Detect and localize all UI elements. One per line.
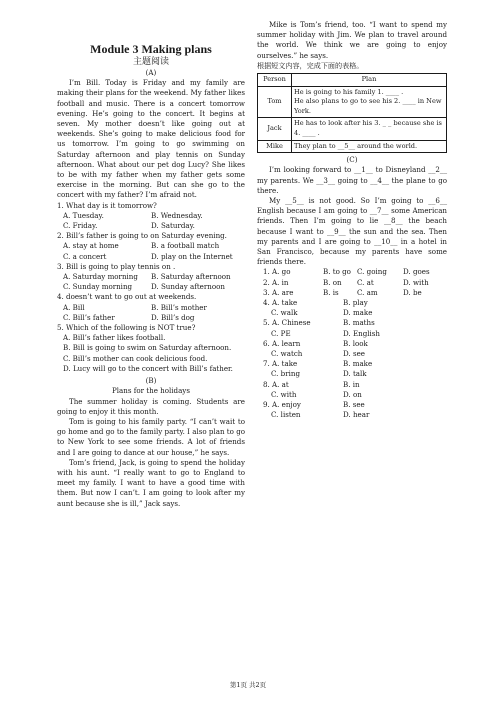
table-header-plan: Plan xyxy=(292,74,447,87)
option[interactable]: 9. A. enjoy xyxy=(263,400,301,410)
table-row xyxy=(258,140,447,153)
option[interactable]: C. going xyxy=(357,267,387,277)
option[interactable]: C. bring xyxy=(271,369,300,379)
option-row xyxy=(257,278,447,288)
option[interactable]: 1. A. go xyxy=(263,267,291,277)
option[interactable]: B. make xyxy=(343,359,373,369)
option[interactable]: B. to go xyxy=(323,267,351,277)
option[interactable]: A. Bill xyxy=(63,302,85,312)
option[interactable]: C. Friday. xyxy=(63,221,98,231)
option[interactable]: B. Wednesday. xyxy=(151,210,203,220)
option[interactable]: A. Saturday morning xyxy=(63,272,138,282)
option[interactable]: D. Sunday afternoon xyxy=(151,282,225,292)
person-cell: Jack xyxy=(258,118,292,140)
option-row xyxy=(257,329,447,339)
option[interactable]: D. talk xyxy=(343,369,367,379)
table-header-row xyxy=(258,74,447,87)
passage-c-paragraph: My __5__ is not good. So I’m going to __6__ English because I am going to __7__ some American friends. Then I’m going to lie __8__ the beach because I want to __9__ the sun and the sea. Then my parents and I are going to __10__ in a hotel in San Francisco, because my parents have some friends there. xyxy=(257,195,447,267)
option[interactable]: B. look xyxy=(343,338,368,348)
plan-cell[interactable]: He is going to his family 1. ____ . He also plans to go to see his 2. ____ in New York. xyxy=(292,86,447,118)
passage-b-paragraph: The summer holiday is coming. Students are going to enjoy it this month. xyxy=(57,396,245,416)
option[interactable]: 4. A. take xyxy=(263,298,298,308)
option[interactable]: D. Lucy will go to the concert with Bill’s father. xyxy=(63,363,233,373)
option[interactable]: A. Tuesday. xyxy=(63,210,104,220)
passage-a-text: I’m Bill. Today is Friday and my family are making their plans for the weekend. My father likes football and music. There is a concert tomorrow evening. He’s going to the concert. It begins at seven. My mother doesn’t like going out at weekends. She’s going to make delicious food for us tomorrow. I’m going to go swimming on Saturday afternoon and play tennis on Sunday afternoon. What about our pet dog Lucy? She likes to be with my father when my father gets some exercise in the morning. But can she go to the concert with my father? I’m afraid not. xyxy=(57,78,245,200)
page-footer: 第1页 共2页 xyxy=(229,681,267,689)
option[interactable]: B. play xyxy=(343,298,368,308)
option[interactable]: C. Bill’s mother can cook delicious food. xyxy=(63,353,208,363)
option[interactable]: 6. A. learn xyxy=(263,338,301,348)
option[interactable]: C. at xyxy=(357,277,374,287)
option-row xyxy=(257,410,447,420)
option[interactable]: B. in xyxy=(343,379,360,389)
option[interactable]: C. PE xyxy=(271,328,291,338)
passage-c-options xyxy=(257,267,447,420)
right-column xyxy=(257,20,447,420)
option[interactable]: C. walk xyxy=(271,308,298,318)
option[interactable]: B. maths xyxy=(343,318,375,328)
option[interactable]: C. am xyxy=(357,287,378,297)
table-instruction: 根据短文内容，完成下面的表格。 xyxy=(257,60,364,70)
option[interactable]: 5. A. Chinese xyxy=(263,318,311,328)
question-1: 1. What day is it tomorrow? A. Tuesday. B. Wednesday. C. Friday. D. Saturday. xyxy=(57,200,203,231)
option[interactable]: 3. A. are xyxy=(263,287,294,297)
option[interactable]: C. Sunday morning xyxy=(63,282,133,292)
passage-b-label: (B) xyxy=(145,376,157,386)
option[interactable]: C. Bill’s father xyxy=(63,312,115,322)
passage-b-paragraph: Tom’s friend, Jack, is going to spend the holiday with his aunt. “I really want to go to England to meet my family. I want to have a good time with them. But now I can’t. I am going to look after my aunt because she is ill,” Jack says. xyxy=(57,457,245,508)
module-title: Module 3 Making plans xyxy=(90,42,212,56)
passage-c-label: (C) xyxy=(346,155,358,165)
option[interactable]: D. hear xyxy=(343,410,370,420)
option[interactable]: D. Bill’s dog xyxy=(151,312,195,322)
option[interactable]: A. stay at home xyxy=(63,241,119,251)
option-row xyxy=(257,400,447,410)
option[interactable]: D. English xyxy=(343,328,380,338)
option[interactable]: B. is xyxy=(323,287,339,297)
option[interactable]: 2. A. in xyxy=(263,277,289,287)
option[interactable]: D. be xyxy=(403,287,422,297)
question-4: 4. doesn’t want to go out at weekends. A. Bill B. Bill’s mother C. Bill’s father D. Bill’s dog xyxy=(57,292,207,322)
option[interactable]: B. Saturday afternoon xyxy=(151,272,231,282)
option-row xyxy=(257,318,447,328)
passage-b-heading: Plans for the holidays xyxy=(112,386,190,396)
passage-a-questions xyxy=(57,201,245,374)
left-column xyxy=(57,42,245,509)
option[interactable]: D. make xyxy=(343,308,373,318)
option[interactable]: D. Saturday. xyxy=(151,221,195,231)
person-cell: Mike xyxy=(258,140,292,153)
option[interactable]: D. goes xyxy=(403,267,430,277)
option[interactable]: D. play on the Internet xyxy=(151,251,233,261)
option-row xyxy=(257,267,447,277)
option[interactable]: C. a concert xyxy=(63,251,107,261)
table-header-person: Person xyxy=(258,74,292,87)
table-row xyxy=(258,118,447,140)
option-row xyxy=(257,380,447,390)
table-row xyxy=(258,86,447,118)
option[interactable]: C. listen xyxy=(271,410,301,420)
option[interactable]: 8. A. at xyxy=(263,379,289,389)
option[interactable]: C. with xyxy=(271,389,297,399)
passage-b-paragraph: Tom is going to his family party. “I can’t wait to go home and go to the family party. I also plan to go to New York to see some friends. A lot of friends and I are going to dance at our house,” he says. xyxy=(57,416,245,457)
option-row xyxy=(257,288,447,298)
question-5: 5. Which of the following is NOT true? A. Bill’s father likes football. B. Bill is going to swim on Saturday afternoon. C. Bill’s mother can cook delicious food. D. Lucy will go to the concert with Bill’s father. xyxy=(57,323,233,373)
option-row xyxy=(257,369,447,379)
option[interactable]: D. on xyxy=(343,389,362,399)
option[interactable]: D. with xyxy=(403,277,429,287)
plan-table xyxy=(257,73,447,153)
option[interactable]: B. a football match xyxy=(151,241,220,251)
option[interactable]: 7. A. take xyxy=(263,359,298,369)
person-cell: Tom xyxy=(258,86,292,118)
section-title: 主题阅读 xyxy=(132,57,169,67)
option[interactable]: B. see xyxy=(343,400,365,410)
option[interactable]: C. watch xyxy=(271,349,303,359)
option-row xyxy=(257,308,447,318)
option-row xyxy=(257,298,447,308)
option-row xyxy=(257,359,447,369)
plan-cell[interactable]: They plan to __5__ around the world. xyxy=(292,140,447,153)
passage-b-paragraph: Mike is Tom’s friend, too. “I want to spend my summer holiday with Jim. We plan to travel around the world. We think we are going to enjoy ourselves.” he says. xyxy=(257,20,447,60)
plan-cell[interactable]: He has to look after his 3. _ _ because she is 4. ____ . xyxy=(292,118,447,140)
option[interactable]: D. see xyxy=(343,349,365,359)
passage-c-paragraph: I’m looking forward to __1__ to Disneyland __2__ my parents. We __3__ going to __4__ the plane to go there. xyxy=(257,165,447,195)
option-row xyxy=(257,390,447,400)
option[interactable]: A. Bill’s father likes football. xyxy=(63,333,166,343)
question-3: 3. Bill is going to play tennis on . A. Saturday morning B. Saturday afternoon C. Sunday morning D. Sunday afternoon xyxy=(57,261,231,292)
question-2: 2. Bill’s father is going to on Saturday evening. A. stay at home B. a football match C. a concert D. play on the Internet xyxy=(57,231,233,261)
option[interactable]: B. on xyxy=(323,277,342,287)
passage-a-label: (A) xyxy=(145,68,157,77)
option[interactable]: B. Bill’s mother xyxy=(151,302,207,312)
option[interactable]: B. Bill is going to swim on Saturday afternoon. xyxy=(63,343,232,353)
option-row xyxy=(257,349,447,359)
option-row xyxy=(257,339,447,349)
